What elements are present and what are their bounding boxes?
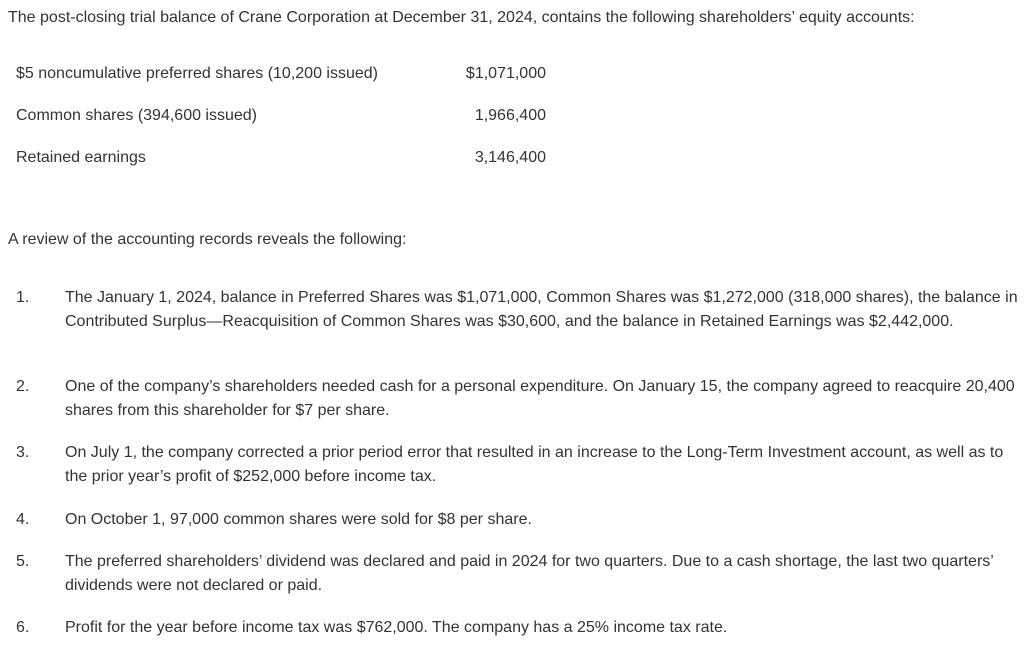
account-row xyxy=(16,104,556,146)
account-row xyxy=(16,62,556,104)
account-amount: $1,071,000 xyxy=(465,65,546,82)
account-amount: 1,966,400 xyxy=(474,107,546,124)
item-text: Profit for the year before income tax was $762,000. The company has a 25% income tax rate. xyxy=(65,619,728,636)
review-heading: A review of the accounting records reveals the following: xyxy=(8,231,407,248)
item-number: 4. xyxy=(16,511,30,528)
item-text: The preferred shareholders’ dividend was declared and paid in 2024 for two quarters. Due to a cash shortage, the last two quarters’ dividends were not declared or paid. xyxy=(65,553,994,594)
item-number: 1. xyxy=(16,289,30,306)
intro-text: The post-closing trial balance of Crane Corporation at December 31, 2024, contains the following shareholders’ equity accounts: xyxy=(8,9,915,26)
item-text: One of the company’s shareholders needed cash for a personal expenditure. On January 15, the company agreed to reacquire 20,400 shares from this shareholder for $7 per share. xyxy=(65,378,1015,419)
account-label: $5 noncumulative preferred shares (10,200 issued) xyxy=(16,65,378,82)
item-text: On October 1, 97,000 common shares were sold for $8 per share. xyxy=(65,511,532,528)
item-text: The January 1, 2024, balance in Preferred Shares was $1,071,000, Common Shares was $1,272,000 (318,000 shares), the balance in Contributed Surplus—Reacquisition of Common Shares was $30,600, and the balance in Retained Earnings was $2,442,000. xyxy=(65,289,1018,330)
item-number: 5. xyxy=(16,553,30,570)
item-text: On July 1, the company corrected a prior period error that resulted in an increase to the Long-Term Investment account, as well as to the prior year’s profit of $252,000 before income tax. xyxy=(65,444,1004,485)
item-number: 6. xyxy=(16,619,30,636)
account-label: Retained earnings xyxy=(16,149,146,166)
account-row xyxy=(16,146,556,188)
account-label: Common shares (394,600 issued) xyxy=(16,107,258,124)
account-amount: 3,146,400 xyxy=(474,149,546,166)
item-number: 2. xyxy=(16,378,30,395)
item-number: 3. xyxy=(16,444,30,461)
equity-accounts-table xyxy=(16,62,556,188)
